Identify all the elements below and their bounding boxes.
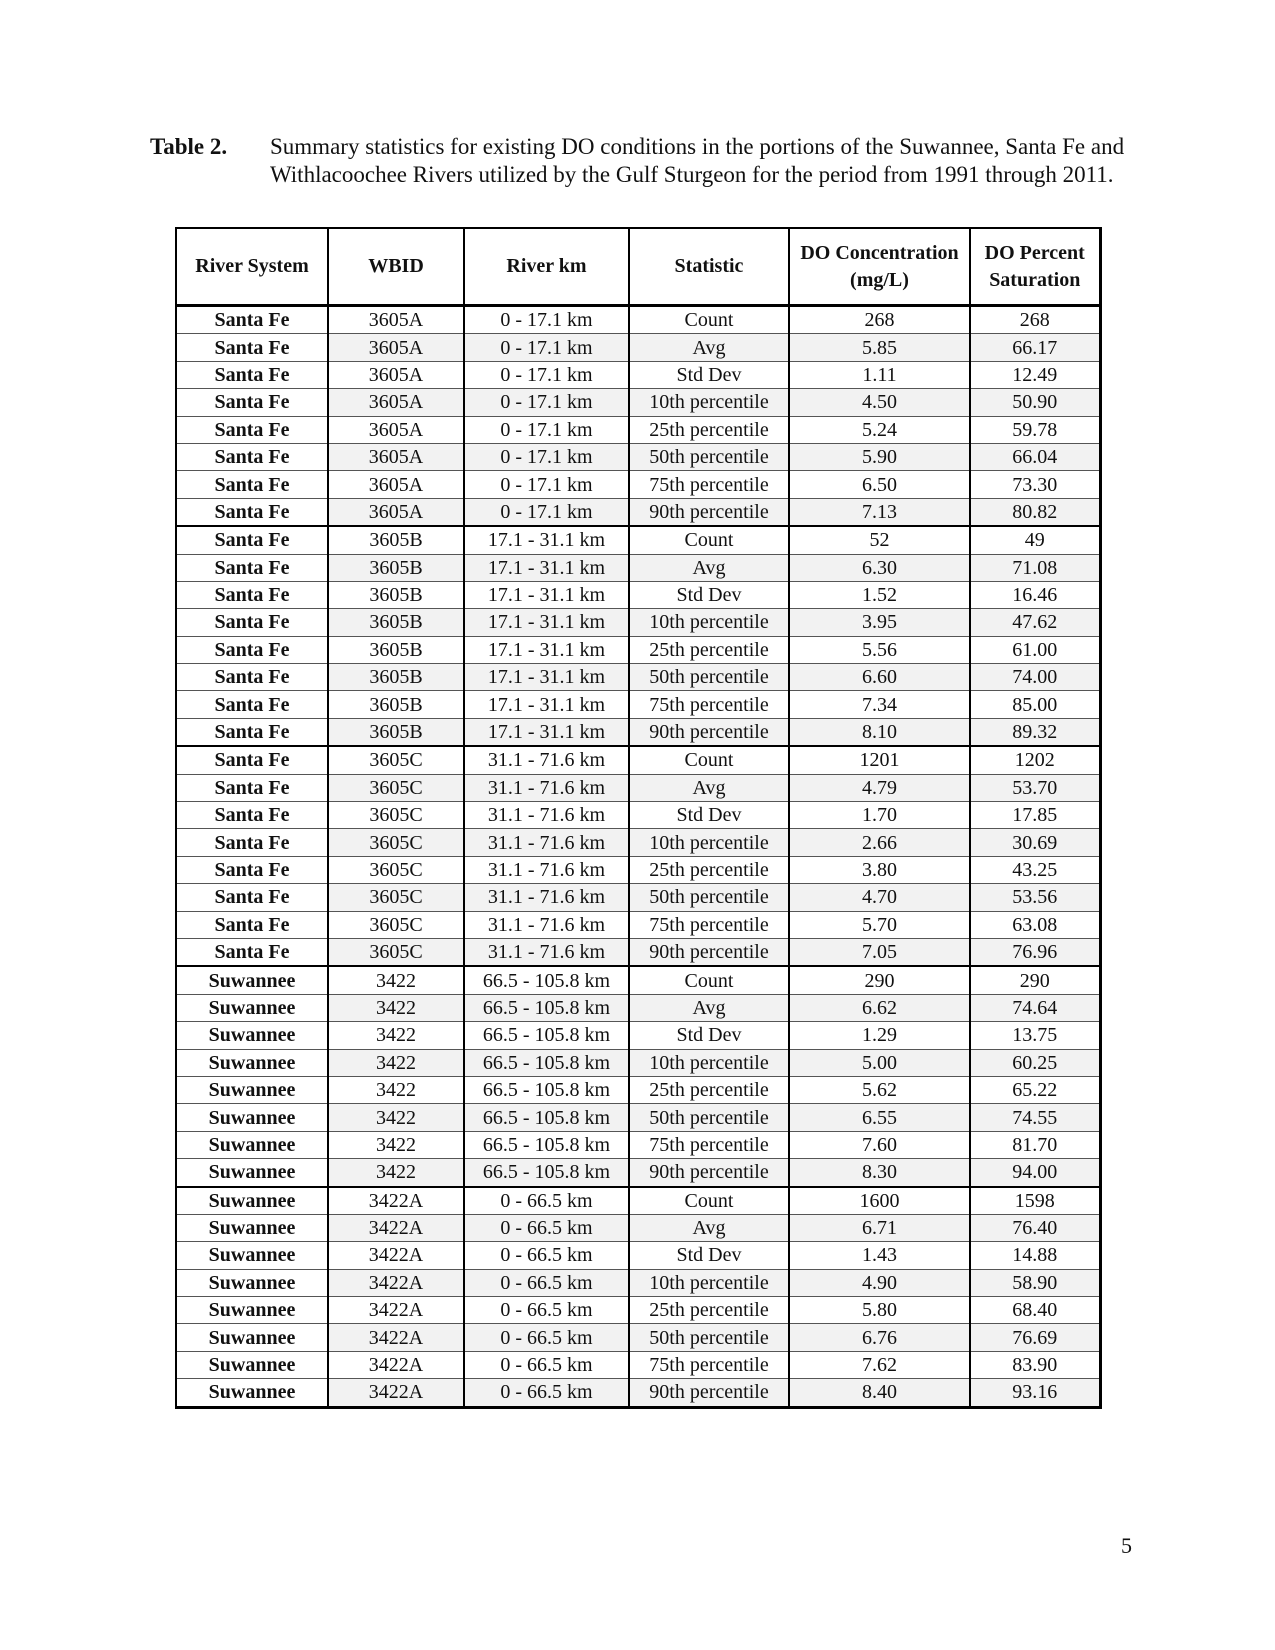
cell-do-percent: 12.49 [970,361,1100,388]
cell-river-system: Suwannee [176,1131,328,1158]
cell-do-percent: 74.00 [970,664,1100,691]
cell-do-concentration: 8.10 [789,718,970,746]
cell-statistic: 90th percentile [629,718,789,746]
cell-river-system: Santa Fe [176,581,328,608]
cell-river-system: Santa Fe [176,609,328,636]
cell-statistic: 75th percentile [629,1131,789,1158]
cell-river-system: Suwannee [176,1297,328,1324]
cell-statistic: 10th percentile [629,609,789,636]
cell-river-km: 31.1 - 71.6 km [464,746,629,774]
table-row [176,1214,1100,1241]
table-row [176,1379,1100,1407]
cell-statistic: 90th percentile [629,498,789,526]
cell-river-km: 0 - 17.1 km [464,361,629,388]
cell-wbid: 3605A [328,334,464,361]
cell-river-system: Suwannee [176,1324,328,1351]
header-do-concentration-line1: DO Concentration [800,241,959,264]
cell-do-percent: 50.90 [970,389,1100,416]
cell-do-concentration: 5.85 [789,334,970,361]
cell-do-concentration: 5.70 [789,911,970,938]
cell-wbid: 3605B [328,664,464,691]
page-number: 5 [1121,1533,1132,1558]
cell-do-percent: 47.62 [970,609,1100,636]
cell-wbid: 3605C [328,856,464,883]
cell-river-system: Suwannee [176,1104,328,1131]
cell-river-km: 66.5 - 105.8 km [464,1022,629,1049]
cell-do-percent: 63.08 [970,911,1100,938]
cell-river-system: Santa Fe [176,554,328,581]
table-row [176,416,1100,443]
cell-do-percent: 81.70 [970,1131,1100,1158]
cell-wbid: 3422 [328,1022,464,1049]
cell-river-km: 31.1 - 71.6 km [464,802,629,829]
table-row [176,664,1100,691]
cell-do-concentration: 6.60 [789,664,970,691]
table-row [176,1351,1100,1378]
table-row [176,884,1100,911]
cell-do-percent: 58.90 [970,1269,1100,1296]
cell-wbid: 3422A [328,1214,464,1241]
cell-do-percent: 66.17 [970,334,1100,361]
cell-do-concentration: 6.50 [789,471,970,498]
cell-wbid: 3422A [328,1297,464,1324]
cell-do-percent: 60.25 [970,1049,1100,1076]
cell-do-concentration: 1.43 [789,1242,970,1269]
cell-wbid: 3422A [328,1351,464,1378]
cell-river-km: 66.5 - 105.8 km [464,1076,629,1103]
cell-river-system: Santa Fe [176,829,328,856]
cell-statistic: 25th percentile [629,1297,789,1324]
cell-statistic: 10th percentile [629,1049,789,1076]
cell-do-percent: 71.08 [970,554,1100,581]
cell-do-concentration: 5.56 [789,636,970,663]
table-row [176,361,1100,388]
cell-river-km: 31.1 - 71.6 km [464,938,629,966]
cell-statistic: Count [629,966,789,994]
cell-river-system: Santa Fe [176,884,328,911]
cell-do-concentration: 52 [789,526,970,554]
table-row [176,938,1100,966]
cell-river-system: Santa Fe [176,636,328,663]
table-row [176,1131,1100,1158]
cell-river-km: 31.1 - 71.6 km [464,774,629,801]
cell-river-system: Suwannee [176,1022,328,1049]
cell-river-km: 0 - 66.5 km [464,1214,629,1241]
cell-wbid: 3605C [328,802,464,829]
cell-statistic: 75th percentile [629,1351,789,1378]
cell-do-percent: 30.69 [970,829,1100,856]
cell-statistic: Count [629,746,789,774]
cell-river-km: 0 - 17.1 km [464,389,629,416]
cell-river-system: Santa Fe [176,718,328,746]
cell-wbid: 3605C [328,829,464,856]
cell-wbid: 3605A [328,361,464,388]
table-row [176,443,1100,470]
cell-do-percent: 17.85 [970,802,1100,829]
cell-do-concentration: 7.34 [789,691,970,718]
cell-statistic: Std Dev [629,802,789,829]
cell-statistic: 50th percentile [629,1104,789,1131]
cell-river-km: 66.5 - 105.8 km [464,1131,629,1158]
cell-do-concentration: 268 [789,306,970,334]
cell-do-percent: 74.64 [970,994,1100,1021]
table-row [176,498,1100,526]
cell-do-percent: 74.55 [970,1104,1100,1131]
cell-river-km: 0 - 66.5 km [464,1379,629,1407]
cell-wbid: 3422A [328,1379,464,1407]
cell-statistic: 75th percentile [629,911,789,938]
cell-river-km: 31.1 - 71.6 km [464,884,629,911]
cell-river-km: 0 - 17.1 km [464,498,629,526]
caption-label: Table 2. [150,134,228,159]
cell-statistic: 25th percentile [629,856,789,883]
cell-wbid: 3605B [328,581,464,608]
cell-river-system: Santa Fe [176,774,328,801]
do-statistics-table [175,227,1102,1409]
cell-river-km: 0 - 17.1 km [464,471,629,498]
cell-wbid: 3605A [328,471,464,498]
cell-do-concentration: 4.70 [789,884,970,911]
cell-river-km: 66.5 - 105.8 km [464,1104,629,1131]
cell-do-percent: 53.56 [970,884,1100,911]
cell-do-percent: 93.16 [970,1379,1100,1407]
cell-statistic: 50th percentile [629,664,789,691]
table-row [176,1269,1100,1296]
cell-wbid: 3422A [328,1242,464,1269]
cell-do-percent: 66.04 [970,443,1100,470]
table-row [176,581,1100,608]
cell-river-system: Suwannee [176,1076,328,1103]
cell-river-km: 17.1 - 31.1 km [464,554,629,581]
header-statistic: Statistic [629,228,789,306]
cell-do-concentration: 7.05 [789,938,970,966]
table-row [176,911,1100,938]
table-row [176,829,1100,856]
cell-wbid: 3422A [328,1324,464,1351]
cell-statistic: Count [629,1187,789,1215]
cell-do-concentration: 4.79 [789,774,970,801]
table-row [176,526,1100,554]
cell-do-percent: 1598 [970,1187,1100,1215]
cell-wbid: 3422 [328,966,464,994]
cell-do-concentration: 3.80 [789,856,970,883]
cell-do-concentration: 7.60 [789,1131,970,1158]
cell-wbid: 3605A [328,389,464,416]
table-row [176,1242,1100,1269]
cell-do-percent: 290 [970,966,1100,994]
cell-wbid: 3605B [328,691,464,718]
cell-do-percent: 80.82 [970,498,1100,526]
cell-river-system: Suwannee [176,1379,328,1407]
cell-statistic: 75th percentile [629,471,789,498]
cell-statistic: 90th percentile [629,938,789,966]
cell-river-km: 0 - 66.5 km [464,1187,629,1215]
cell-do-concentration: 6.55 [789,1104,970,1131]
table-row [176,1076,1100,1103]
cell-river-system: Suwannee [176,1269,328,1296]
cell-statistic: Avg [629,1214,789,1241]
cell-river-system: Santa Fe [176,664,328,691]
cell-wbid: 3605B [328,636,464,663]
table-row [176,691,1100,718]
cell-river-system: Suwannee [176,1049,328,1076]
cell-river-system: Santa Fe [176,802,328,829]
cell-do-concentration: 1.11 [789,361,970,388]
cell-do-percent: 59.78 [970,416,1100,443]
cell-wbid: 3605A [328,306,464,334]
cell-river-km: 66.5 - 105.8 km [464,1159,629,1187]
cell-do-percent: 76.69 [970,1324,1100,1351]
cell-wbid: 3605C [328,938,464,966]
cell-wbid: 3422 [328,1049,464,1076]
cell-do-concentration: 6.30 [789,554,970,581]
cell-river-km: 17.1 - 31.1 km [464,581,629,608]
cell-do-percent: 43.25 [970,856,1100,883]
cell-do-concentration: 1600 [789,1187,970,1215]
cell-do-concentration: 5.24 [789,416,970,443]
cell-river-system: Santa Fe [176,746,328,774]
cell-river-system: Suwannee [176,1351,328,1378]
cell-river-system: Santa Fe [176,471,328,498]
header-do-concentration [789,228,970,306]
header-do-percent-line1: DO Percent [984,241,1085,264]
table-caption [150,133,1130,189]
table-row [176,471,1100,498]
cell-statistic: 25th percentile [629,636,789,663]
cell-statistic: Avg [629,554,789,581]
cell-river-km: 17.1 - 31.1 km [464,664,629,691]
cell-statistic: Avg [629,774,789,801]
cell-do-percent: 85.00 [970,691,1100,718]
cell-do-concentration: 290 [789,966,970,994]
cell-do-percent: 49 [970,526,1100,554]
cell-statistic: Std Dev [629,361,789,388]
cell-statistic: 50th percentile [629,884,789,911]
cell-do-concentration: 2.66 [789,829,970,856]
cell-wbid: 3422A [328,1187,464,1215]
cell-do-percent: 76.96 [970,938,1100,966]
table-row [176,1187,1100,1215]
cell-wbid: 3605B [328,554,464,581]
cell-river-km: 31.1 - 71.6 km [464,911,629,938]
cell-river-km: 17.1 - 31.1 km [464,526,629,554]
header-wbid: WBID [328,228,464,306]
cell-do-percent: 14.88 [970,1242,1100,1269]
cell-river-km: 0 - 17.1 km [464,306,629,334]
cell-wbid: 3605A [328,416,464,443]
cell-do-concentration: 1201 [789,746,970,774]
table-row [176,334,1100,361]
cell-statistic: Std Dev [629,581,789,608]
cell-river-km: 0 - 66.5 km [464,1269,629,1296]
cell-statistic: Std Dev [629,1022,789,1049]
cell-river-system: Santa Fe [176,498,328,526]
cell-statistic: 90th percentile [629,1159,789,1187]
header-do-percent-line2: Saturation [989,268,1081,291]
cell-do-concentration: 6.71 [789,1214,970,1241]
cell-river-system: Suwannee [176,1214,328,1241]
cell-river-system: Santa Fe [176,306,328,334]
cell-statistic: 50th percentile [629,443,789,470]
caption-text: Summary statistics for existing DO conditions in the portions of the Suwannee, Santa Fe and Withlacoochee Rivers utilized by the Gulf Sturgeon for the period from 1991 through 2011. [270,134,1125,187]
cell-statistic: 90th percentile [629,1379,789,1407]
table-row [176,802,1100,829]
cell-river-km: 0 - 66.5 km [464,1242,629,1269]
cell-wbid: 3422 [328,994,464,1021]
cell-statistic: 10th percentile [629,1269,789,1296]
table-row [176,1324,1100,1351]
cell-wbid: 3605C [328,774,464,801]
cell-do-concentration: 5.90 [789,443,970,470]
table-row [176,1104,1100,1131]
cell-do-percent: 1202 [970,746,1100,774]
cell-do-concentration: 6.76 [789,1324,970,1351]
header-do-percent [970,228,1100,306]
cell-river-system: Suwannee [176,1187,328,1215]
cell-do-concentration: 6.62 [789,994,970,1021]
cell-do-concentration: 8.40 [789,1379,970,1407]
cell-river-system: Santa Fe [176,443,328,470]
cell-river-km: 66.5 - 105.8 km [464,1049,629,1076]
cell-do-concentration: 4.90 [789,1269,970,1296]
cell-river-system: Santa Fe [176,938,328,966]
table-row [176,966,1100,994]
cell-do-percent: 268 [970,306,1100,334]
cell-do-percent: 68.40 [970,1297,1100,1324]
cell-statistic: Count [629,306,789,334]
cell-do-percent: 83.90 [970,1351,1100,1378]
cell-river-km: 31.1 - 71.6 km [464,856,629,883]
cell-statistic: 10th percentile [629,389,789,416]
cell-wbid: 3605B [328,609,464,636]
cell-do-concentration: 5.80 [789,1297,970,1324]
header-river-system: River System [176,228,328,306]
cell-wbid: 3605C [328,911,464,938]
cell-river-system: Santa Fe [176,856,328,883]
cell-statistic: Count [629,526,789,554]
cell-river-km: 0 - 17.1 km [464,443,629,470]
cell-wbid: 3422 [328,1159,464,1187]
cell-river-system: Santa Fe [176,361,328,388]
cell-do-concentration: 1.70 [789,802,970,829]
cell-wbid: 3422 [328,1104,464,1131]
cell-river-km: 0 - 66.5 km [464,1351,629,1378]
cell-do-percent: 13.75 [970,1022,1100,1049]
cell-wbid: 3605B [328,526,464,554]
header-do-concentration-line2: (mg/L) [850,268,909,291]
cell-wbid: 3605A [328,498,464,526]
cell-do-concentration: 5.62 [789,1076,970,1103]
cell-do-concentration: 1.29 [789,1022,970,1049]
cell-wbid: 3422A [328,1269,464,1296]
cell-river-km: 17.1 - 31.1 km [464,691,629,718]
cell-river-km: 17.1 - 31.1 km [464,636,629,663]
cell-river-km: 0 - 17.1 km [464,334,629,361]
cell-statistic: 25th percentile [629,1076,789,1103]
table-row [176,774,1100,801]
table-row [176,554,1100,581]
header-row [176,228,1100,306]
cell-river-km: 17.1 - 31.1 km [464,718,629,746]
cell-river-system: Suwannee [176,994,328,1021]
table-row [176,1022,1100,1049]
cell-statistic: 10th percentile [629,829,789,856]
cell-do-percent: 61.00 [970,636,1100,663]
table-row [176,994,1100,1021]
cell-river-km: 17.1 - 31.1 km [464,609,629,636]
cell-river-km: 31.1 - 71.6 km [464,829,629,856]
cell-do-percent: 94.00 [970,1159,1100,1187]
cell-river-system: Santa Fe [176,911,328,938]
cell-river-system: Santa Fe [176,691,328,718]
cell-do-concentration: 8.30 [789,1159,970,1187]
cell-statistic: Std Dev [629,1242,789,1269]
cell-statistic: Avg [629,334,789,361]
cell-statistic: Avg [629,994,789,1021]
cell-do-percent: 16.46 [970,581,1100,608]
cell-do-concentration: 3.95 [789,609,970,636]
cell-do-concentration: 4.50 [789,389,970,416]
table-row [176,746,1100,774]
table-row [176,1049,1100,1076]
cell-do-concentration: 7.62 [789,1351,970,1378]
cell-statistic: 75th percentile [629,691,789,718]
cell-river-system: Santa Fe [176,389,328,416]
cell-do-concentration: 7.13 [789,498,970,526]
table-body [176,306,1100,1408]
cell-do-percent: 73.30 [970,471,1100,498]
cell-river-km: 0 - 17.1 km [464,416,629,443]
table-row [176,609,1100,636]
header-river-km: River km [464,228,629,306]
table-row [176,856,1100,883]
cell-river-system: Suwannee [176,1159,328,1187]
cell-wbid: 3422 [328,1076,464,1103]
cell-do-concentration: 1.52 [789,581,970,608]
cell-do-percent: 89.32 [970,718,1100,746]
cell-do-percent: 53.70 [970,774,1100,801]
cell-wbid: 3605C [328,884,464,911]
table-row [176,636,1100,663]
cell-wbid: 3605B [328,718,464,746]
cell-river-km: 0 - 66.5 km [464,1297,629,1324]
table-row [176,389,1100,416]
cell-statistic: 50th percentile [629,1324,789,1351]
table-row [176,718,1100,746]
cell-river-km: 66.5 - 105.8 km [464,966,629,994]
cell-do-concentration: 5.00 [789,1049,970,1076]
cell-river-km: 66.5 - 105.8 km [464,994,629,1021]
cell-do-percent: 76.40 [970,1214,1100,1241]
cell-river-system: Santa Fe [176,334,328,361]
cell-wbid: 3605A [328,443,464,470]
table-row [176,1159,1100,1187]
cell-river-system: Santa Fe [176,416,328,443]
cell-river-system: Suwannee [176,966,328,994]
cell-river-system: Suwannee [176,1242,328,1269]
cell-statistic: 25th percentile [629,416,789,443]
table-row [176,306,1100,334]
cell-river-km: 0 - 66.5 km [464,1324,629,1351]
cell-river-system: Santa Fe [176,526,328,554]
cell-wbid: 3422 [328,1131,464,1158]
table-row [176,1297,1100,1324]
cell-wbid: 3605C [328,746,464,774]
cell-do-percent: 65.22 [970,1076,1100,1103]
